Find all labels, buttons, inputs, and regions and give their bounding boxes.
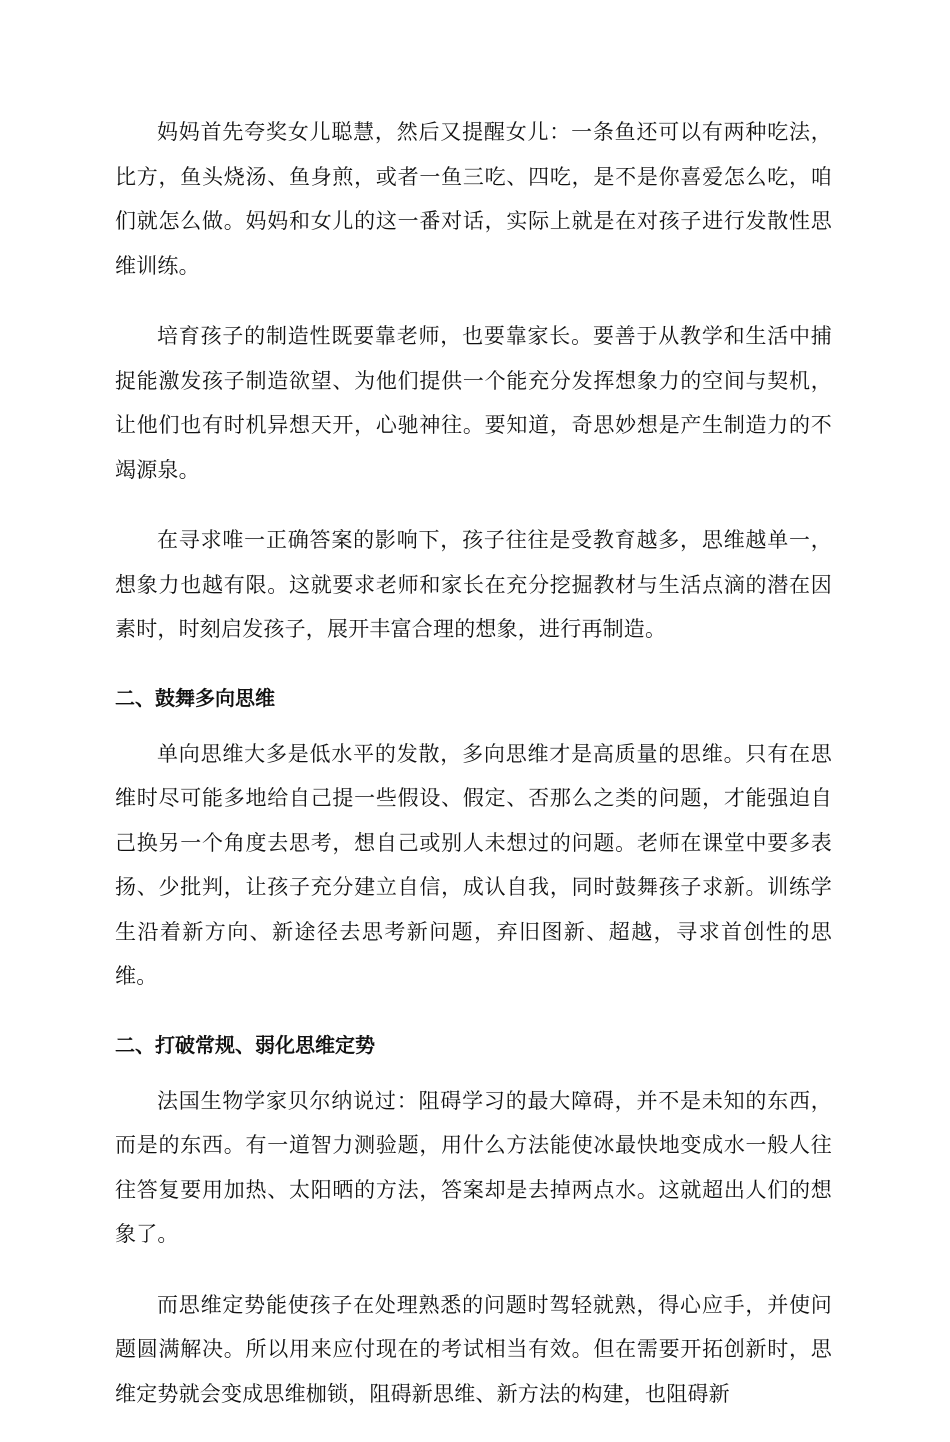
paragraph: 在寻求唯一正确答案的影响下，孩子往往是受教育越多，思维越单一，想象力也越有限。这就要求老师和家长在充分挖掘教材与生活点滴的潜在因素时，时刻启发孩子，展开丰富合理的想象，进行再制造。 [115, 528, 832, 641]
paragraph: 而思维定势能使孩子在处理熟悉的问题时驾轻就熟，得心应手，并使问题圆满解决。所以用来应付现在的考试相当有效。但在需要开拓创新时，思维定势就会变成思维枷锁，阻碍新思维、新方法的构建，也阻碍新 [115, 1292, 832, 1406]
paragraph: 单向思维大多是低水平的发散，多向思维才是高质量的思维。只有在思维时尽可能多地给自己提一些假设、假定、否那么之类的问题，才能强迫自己换另一个角度去思考，想自己或别人未想过的问题。老师在课堂中要多表扬、少批判，让孩子充分建立自信，成认自我，同时鼓舞孩子求新。训练学生沿着新方向、新途径去思考新问题，弃旧图新、超越，寻求首创性的思维。 [115, 741, 832, 988]
paragraph: 妈妈首先夸奖女儿聪慧，然后又提醒女儿：一条鱼还可以有两种吃法，比方，鱼头烧汤、鱼身煎，或者一鱼三吃、四吃，是不是你喜爱怎么吃，咱们就怎么做。妈妈和女儿的这一番对话，实际上就是在对孩子进行发散性思维训练。 [115, 120, 832, 278]
paragraph: 法国生物学家贝尔纳说过：阻碍学习的最大障碍，并不是未知的东西，而是的东西。有一道智力测验题，用什么方法能使冰最快地变成水一般人往往答复要用加热、太阳晒的方法，答案却是去掉两点水。这就超出人们的想象了。 [115, 1088, 832, 1246]
section-heading: 二、打破常规、弱化思维定势 [115, 1032, 375, 1057]
section-heading: 二、鼓舞多向思维 [115, 685, 275, 710]
paragraph: 培育孩子的制造性既要靠老师，也要靠家长。要善于从教学和生活中捕捉能激发孩子制造欲望、为他们提供一个能充分发挥想象力的空间与契机，让他们也有时机异想天开，心驰神往。要知道，奇思妙想是产生制造力的不竭源泉。 [115, 324, 832, 482]
document-page [115, 110, 832, 1442]
